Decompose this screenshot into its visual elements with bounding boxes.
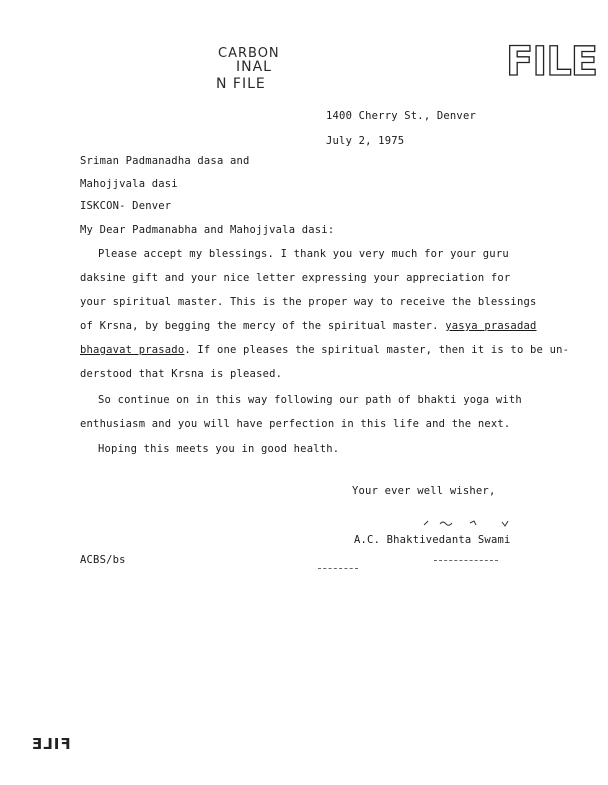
carbon-stamp-line3: N FILE <box>216 76 266 92</box>
para1-line5 <box>80 344 569 356</box>
para1-line6: derstood that Krsna is pleased. <box>80 368 283 380</box>
recipient-line1: Sriman Padmanadha dasa and <box>80 155 250 167</box>
para1-line5-text: . If one pleases the spiritual master, then it is to be un- <box>184 344 570 356</box>
typist-initials: ACBS/bs <box>80 554 126 566</box>
file-stamp: FILE <box>506 39 598 85</box>
dotted-mark-left <box>318 568 358 571</box>
recipient-line3: ISKCON- Denver <box>80 200 172 212</box>
carbon-stamp-line1: CARBON <box>218 46 280 61</box>
mirrored-file-stamp: FILE <box>31 735 71 753</box>
sanskrit-quote-part2: bhagavat prasado <box>80 344 185 356</box>
closing: Your ever well wisher, <box>352 485 496 497</box>
recipient-line2: Mahojjvala dasi <box>80 178 178 190</box>
para1-line4 <box>80 320 537 332</box>
para1-line3: your spiritual master. This is the proper way to receive the blessings <box>80 296 537 308</box>
para1-line2: daksine gift and your nice letter expressing your appreciation for <box>80 272 511 284</box>
para1-line4-text: of Krsna, by begging the mercy of the spiritual master. <box>80 320 439 332</box>
sanskrit-quote-part1: yasya prasadad <box>445 320 537 332</box>
para2-line1: So continue on in this way following our path of bhakti yoga with <box>98 394 522 406</box>
salutation: My Dear Padmanabha and Mahojjvala dasi: <box>80 224 335 236</box>
sender-address: 1400 Cherry St., Denver <box>326 110 476 122</box>
para2-line2: enthusiasm and you will have perfection in this life and the next. <box>80 418 511 430</box>
para1-line1: Please accept my blessings. I thank you very much for your guru <box>98 248 509 260</box>
signature-mark <box>422 518 522 528</box>
carbon-stamp-line2: INAL <box>236 59 272 75</box>
para3: Hoping this meets you in good health. <box>98 443 340 455</box>
dotted-mark-right <box>434 560 498 563</box>
letter-date: July 2, 1975 <box>326 135 405 147</box>
signature-name: A.C. Bhaktivedanta Swami <box>354 534 511 546</box>
